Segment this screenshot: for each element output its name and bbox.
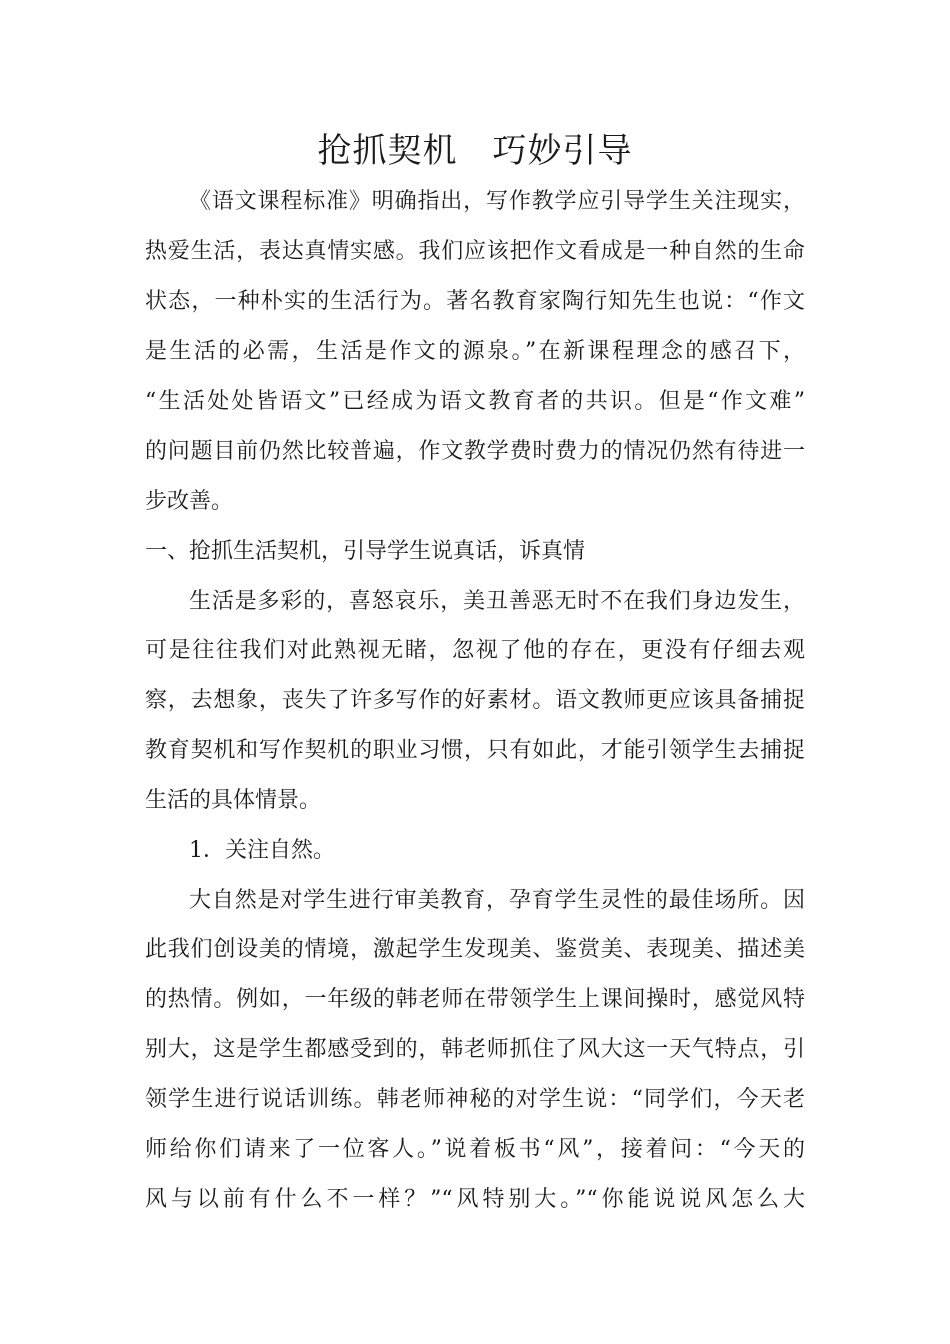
paragraph-line: 此我们创设美的情境，激起学生发现美、鉴赏美、表现美、描述美 <box>145 937 805 962</box>
paragraph-line: 风与以前有什么不一样？”“风特别大。”“你能说说风怎么大 <box>145 1187 805 1212</box>
paragraph-line: “生活处处皆语文”已经成为语文教育者的共识。但是“作文难” <box>145 389 805 414</box>
section-heading: 一、抢抓生活契机，引导学生说真话，诉真情 <box>145 539 586 564</box>
paragraph-line: 的问题目前仍然比较普遍，作文教学费时费力的情况仍然有待进一 <box>145 439 805 464</box>
paragraph-line: 师给你们请来了一位客人。”说着板书“风”，接着问：“今天的 <box>145 1137 805 1162</box>
paragraph-line: 的热情。例如，一年级的韩老师在带领学生上课间操时，感觉风特 <box>145 987 805 1012</box>
paragraph-line: 可是往往我们对此熟视无睹，忽视了他的存在，更没有仔细去观 <box>145 638 805 663</box>
paragraph-line: 《语文课程标准》明确指出，写作教学应引导学生关注现实， <box>189 189 805 214</box>
paragraph-line: 热爱生活，表达真情实感。我们应该把作文看成是一种自然的生命 <box>145 239 805 264</box>
paragraph-line: 生活的具体情景。 <box>145 788 322 813</box>
paragraph-line: 大自然是对学生进行审美教育，孕育学生灵性的最佳场所。因 <box>189 888 805 913</box>
paragraph-line: 步改善。 <box>145 489 234 514</box>
paragraph-line: 别大，这是学生都感受到的，韩老师抓住了风大这一天气特点，引 <box>145 1037 805 1062</box>
paragraph-line: 状态，一种朴实的生活行为。著名教育家陶行知先生也说：“作文 <box>145 289 805 314</box>
paragraph-line: 生活是多彩的，喜怒哀乐，美丑善恶无时不在我们身边发生， <box>189 589 805 614</box>
subsection-heading: 1．关注自然。 <box>189 838 335 863</box>
paragraph-line: 教育契机和写作契机的职业习惯，只有如此，才能引领学生去捕捉 <box>145 738 805 763</box>
paragraph-line: 是生活的必需，生活是作文的源泉。”在新课程理念的感召下， <box>145 339 805 364</box>
paragraph-line: 察，去想象，丧失了许多写作的好素材。语文教师更应该具备捕捉 <box>145 688 805 713</box>
document-title: 抢抓契机 巧妙引导 <box>317 131 633 171</box>
paragraph-line: 领学生进行说话训练。韩老师神秘的对学生说：“同学们，今天老 <box>145 1087 805 1112</box>
